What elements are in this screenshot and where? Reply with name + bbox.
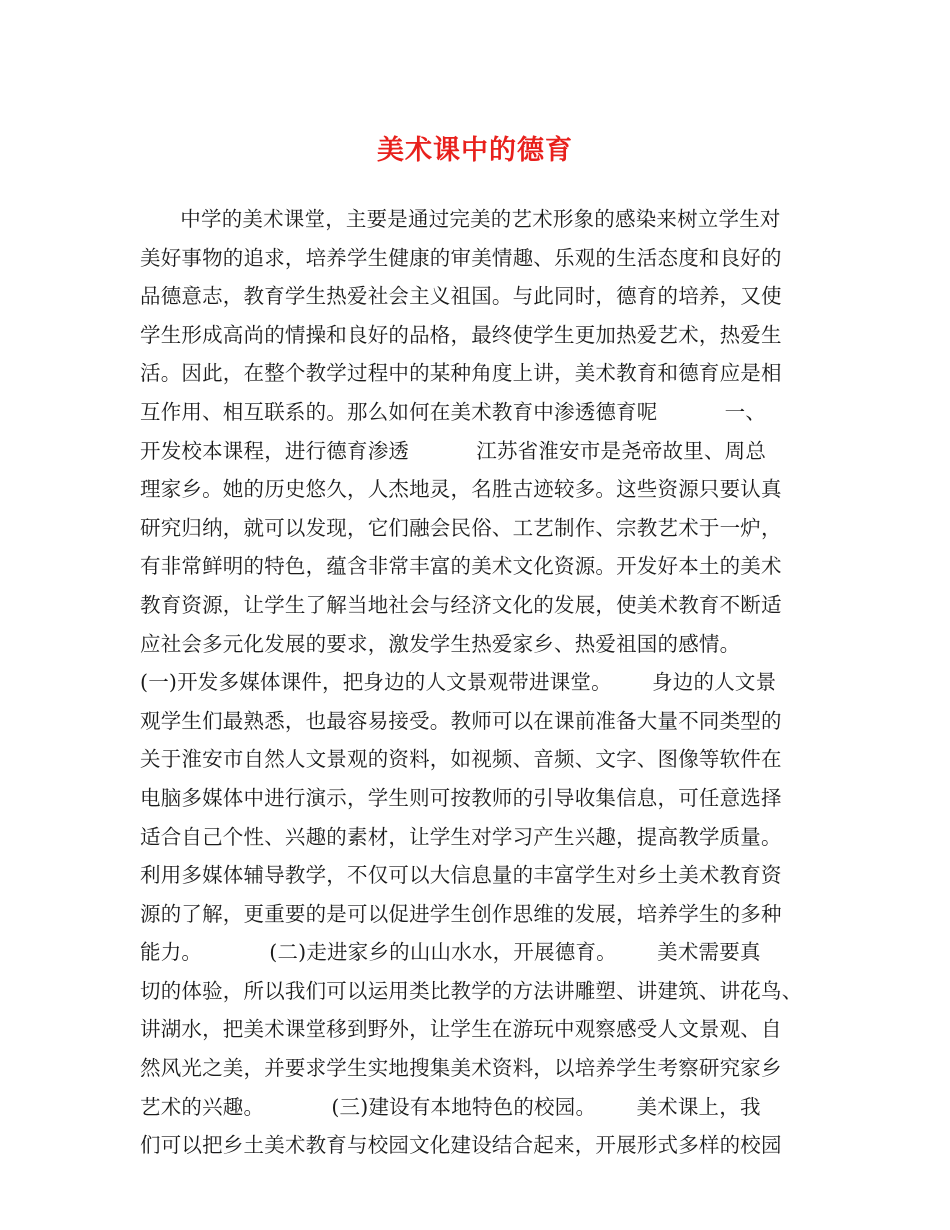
text-line: 美好事物的追求，培养学生健康的审美情趣、乐观的生活态度和良好的 bbox=[140, 245, 782, 270]
text-line: 有非常鲜明的特色，蕴含非常丰富的美术文化资源。开发好本土的美术 bbox=[140, 554, 782, 579]
document-body bbox=[140, 200, 820, 1165]
text-line: (一)开发多媒体课件，把身边的人文景观带进课堂。 身边的人文景 bbox=[140, 670, 777, 695]
text-line: 观学生们最熟悉，也最容易接受。教师可以在课前准备大量不同类型的 bbox=[140, 708, 782, 733]
text-line: 关于淮安市自然人文景观的资料，如视频、音频、文字、图像等软件在 bbox=[140, 747, 782, 772]
text-line: 活。因此，在整个教学过程中的某种角度上讲，美术教育和德育应是相 bbox=[140, 361, 782, 386]
text-line: 能力。 (二)走进家乡的山山水水，开展德育。 美术需要真 bbox=[140, 940, 761, 965]
text-line: 开发校本课程，进行德育渗透 江苏省淮安市是尧帝故里、周总 bbox=[140, 438, 767, 463]
document-title: 美术课中的德育 bbox=[377, 135, 573, 166]
text-line: 电脑多媒体中进行演示，学生则可按教师的引导收集信息，可任意选择 bbox=[140, 785, 782, 810]
text-line: 应社会多元化发展的要求，激发学生热爱家乡、热爱祖国的感情。 bbox=[140, 631, 741, 656]
text-line: 教育资源，让学生了解当地社会与经济文化的发展，使美术教育不断适 bbox=[140, 592, 782, 617]
text-line: 互作用、相互联系的。那么如何在美术教育中渗透德育呢 一、 bbox=[140, 399, 767, 424]
text-line: 利用多媒体辅导教学，不仅可以大信息量的丰富学生对乡土美术教育资 bbox=[140, 863, 782, 888]
text-line: 讲湖水，把美术课堂移到野外，让学生在游玩中观察感受人文景观、自 bbox=[140, 1017, 782, 1042]
text-line: 切的体验，所以我们可以运用类比教学的方法讲雕塑、讲建筑、讲花鸟、 bbox=[140, 978, 803, 1003]
text-line: 研究归纳，就可以发现，它们融会民俗、工艺制作、宗教艺术于一炉， bbox=[140, 515, 782, 540]
text-line: 适合自己个性、兴趣的素材，让学生对学习产生兴趣，提高教学质量。 bbox=[140, 824, 782, 849]
text-line: 艺术的兴趣。 (三)建设有本地特色的校园。 美术课上，我 bbox=[140, 1094, 761, 1119]
text-line: 们可以把乡土美术教育与校园文化建设结合起来，开展形式多样的校园 bbox=[140, 1133, 782, 1158]
text-line: 理家乡。她的历史悠久，人杰地灵，名胜古迹较多。这些资源只要认真 bbox=[140, 477, 782, 502]
text-line: 源的了解，更重要的是可以促进学生创作思维的发展，培养学生的多种 bbox=[140, 901, 782, 926]
text-line: 然风光之美，并要求学生实地搜集美术资料，以培养学生考察研究家乡 bbox=[140, 1056, 782, 1081]
text-line: 学生形成高尚的情操和良好的品格，最终使学生更加热爱艺术，热爱生 bbox=[140, 322, 782, 347]
text-line: 中学的美术课堂，主要是通过完美的艺术形象的感染来树立学生对 bbox=[140, 207, 781, 231]
text-line: 品德意志，教育学生热爱社会主义祖国。与此同时，德育的培养，又使 bbox=[140, 284, 782, 309]
